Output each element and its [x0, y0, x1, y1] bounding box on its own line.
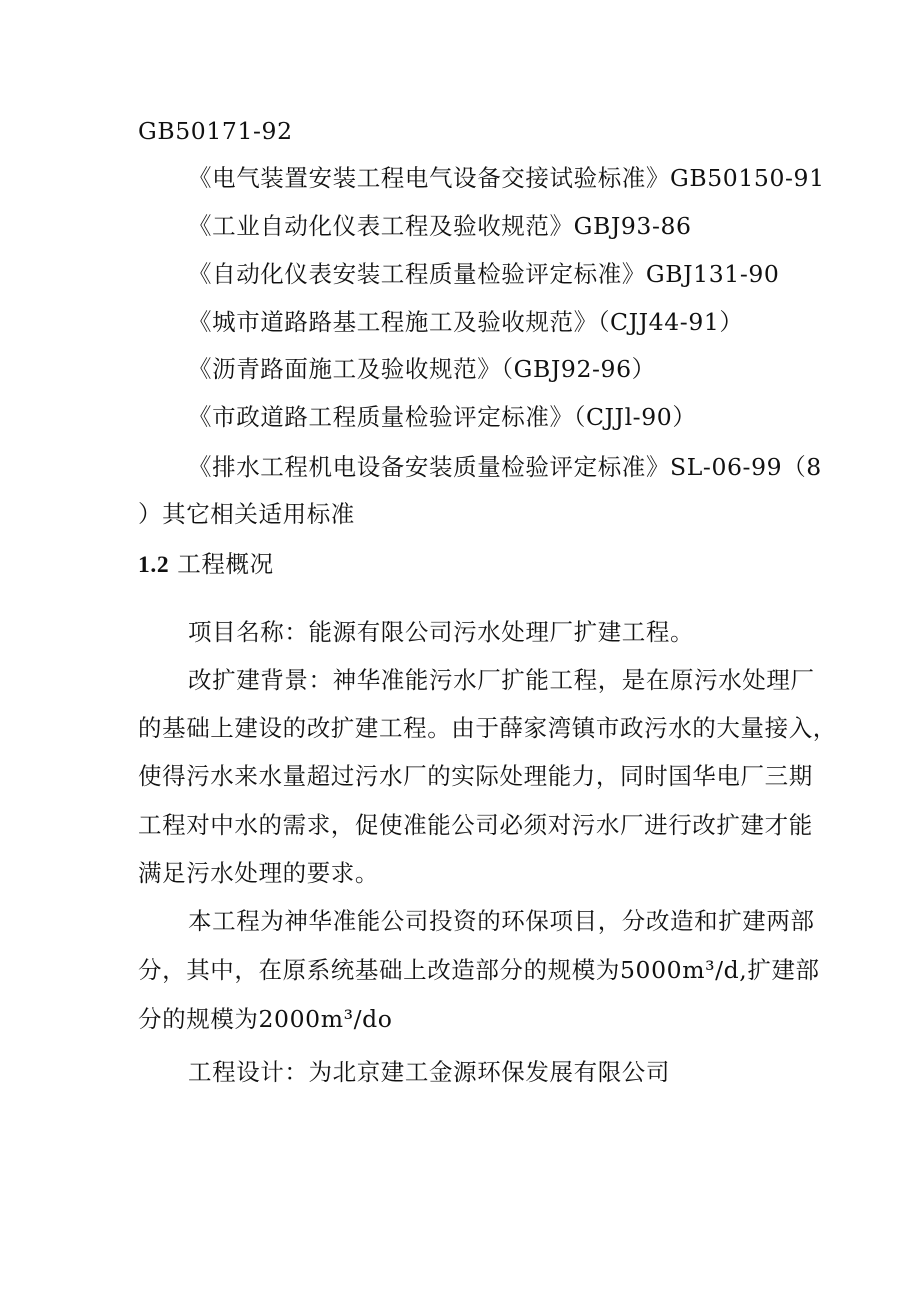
standard-item: 《电气装置安装工程电气设备交接试验标准》GB50150-91 [188, 164, 825, 192]
scope-paragraph-line: 分，其中，在原系统基础上改造部分的规模为5000m³/d,扩建部 [138, 956, 820, 984]
standard-list-wrap: ）其它相关适用标准 [138, 500, 355, 528]
standard-item: 《工业自动化仪表工程及验收规范》GBJ93-86 [188, 212, 692, 240]
background-paragraph-line: 使得污水来水量超过污水厂的实际处理能力，同时国华电厂三期 [138, 762, 813, 790]
standard-item: 《排水工程机电设备安装质量检验评定标准》SL-06-99（8 [188, 453, 822, 481]
standard-item: 《城市道路路基工程施工及验收规范》（CJJ44-91） [188, 308, 744, 336]
background-paragraph-line: 满足污水处理的要求。 [138, 859, 379, 887]
project-name-paragraph: 项目名称：能源有限公司污水处理厂扩建工程。 [188, 618, 695, 646]
scope-paragraph-line: 分的规模为2000m³/do [138, 1005, 393, 1033]
background-paragraph-line: 工程对中水的需求，促使准能公司必须对污水厂进行改扩建才能 [138, 811, 813, 839]
section-title: 工程概况 [177, 550, 274, 578]
section-number: 1.2 [138, 552, 170, 578]
standard-item: 《沥青路面施工及验收规范》（GBJ92-96） [188, 355, 656, 383]
design-paragraph: 工程设计：为北京建工金源环保发展有限公司 [188, 1058, 670, 1086]
scope-paragraph-line: 本工程为神华准能公司投资的环保项目，分改造和扩建两部 [188, 907, 815, 935]
background-paragraph-line: 的基础上建设的改扩建工程。由于薛家湾镇市政污水的大量接入， [138, 714, 837, 742]
background-paragraph-line: 改扩建背景：神华准能污水厂扩能工程，是在原污水处理厂 [188, 666, 815, 694]
standard-item: 《自动化仪表安装工程质量检验评定标准》GBJ131-90 [188, 260, 780, 288]
standard-continuation: GB50171-92 [138, 117, 293, 145]
standard-item: 《市政道路工程质量检验评定标准》（CJJl-90） [188, 403, 697, 431]
section-heading [138, 549, 274, 580]
